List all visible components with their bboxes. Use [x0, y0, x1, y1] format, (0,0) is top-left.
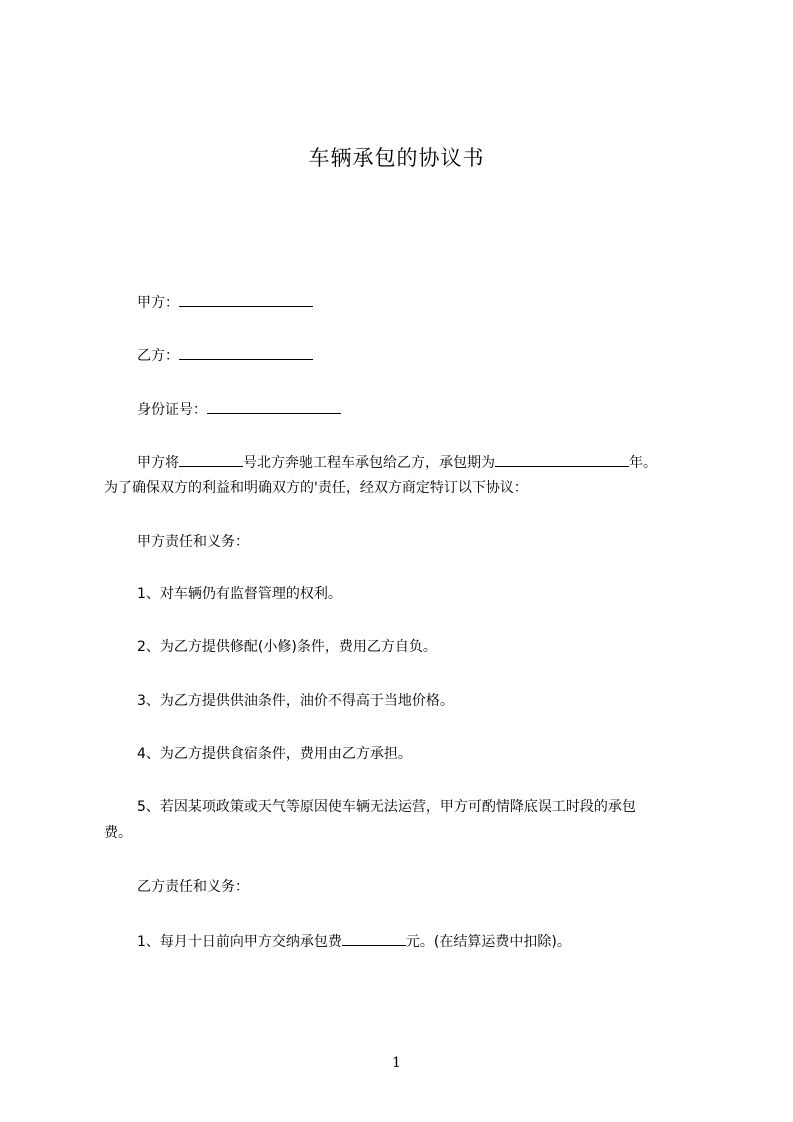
document-title: 车辆承包的协议书: [308, 146, 485, 170]
id-number-label: 身份证号：: [137, 402, 207, 418]
party-a-blank: [179, 292, 313, 307]
vehicle-number-blank: [179, 452, 243, 467]
party-b-blank: [179, 345, 313, 360]
party-a-duty-1: 1、对车辆仍有监督管理的权利。: [137, 586, 342, 602]
intro-line-1: [137, 452, 657, 473]
party-b-duties-heading: 乙方责任和义务：: [137, 879, 249, 895]
party-a-duties-heading: 甲方责任和义务：: [137, 534, 249, 550]
party-b-label: 乙方：: [137, 348, 179, 364]
party-a-duty-5-line-2: 费。: [104, 825, 132, 841]
party-a-duty-3: 3、为乙方提供供油条件，油价不得高于当地价格。: [137, 693, 454, 709]
party-a-label: 甲方：: [137, 295, 179, 311]
intro-line-2: 为了确保双方的利益和明确双方的'责任，经双方商定特订以下协议：: [104, 480, 528, 496]
intro-part-2: 号北方奔驰工程车承包给乙方，承包期为: [243, 455, 495, 471]
intro-part-1: 甲方将: [137, 455, 179, 471]
party-b-duty-1: [137, 931, 571, 952]
party-b-duty-1-part-1: 1、每月十日前向甲方交纳承包费: [137, 934, 342, 950]
id-number-line: [137, 399, 341, 420]
party-a-line: [137, 292, 313, 313]
party-a-duty-2: 2、为乙方提供修配(小修)条件，费用乙方自负。: [137, 639, 437, 655]
contract-fee-blank: [342, 931, 406, 946]
party-b-duty-1-part-2: 元。(在结算运费中扣除)。: [405, 934, 571, 950]
page-number: 1: [392, 1055, 401, 1071]
party-b-line: [137, 345, 313, 366]
contract-term-blank: [495, 452, 629, 467]
id-number-blank: [207, 399, 341, 414]
party-a-duty-5-line-1: 5、若因某项政策或天气等原因使车辆无法运营，甲方可酌情降底误工时段的承包: [137, 799, 636, 815]
intro-part-3: 年。: [629, 455, 657, 471]
party-a-duty-4: 4、为乙方提供食宿条件，费用由乙方承担。: [137, 746, 412, 762]
